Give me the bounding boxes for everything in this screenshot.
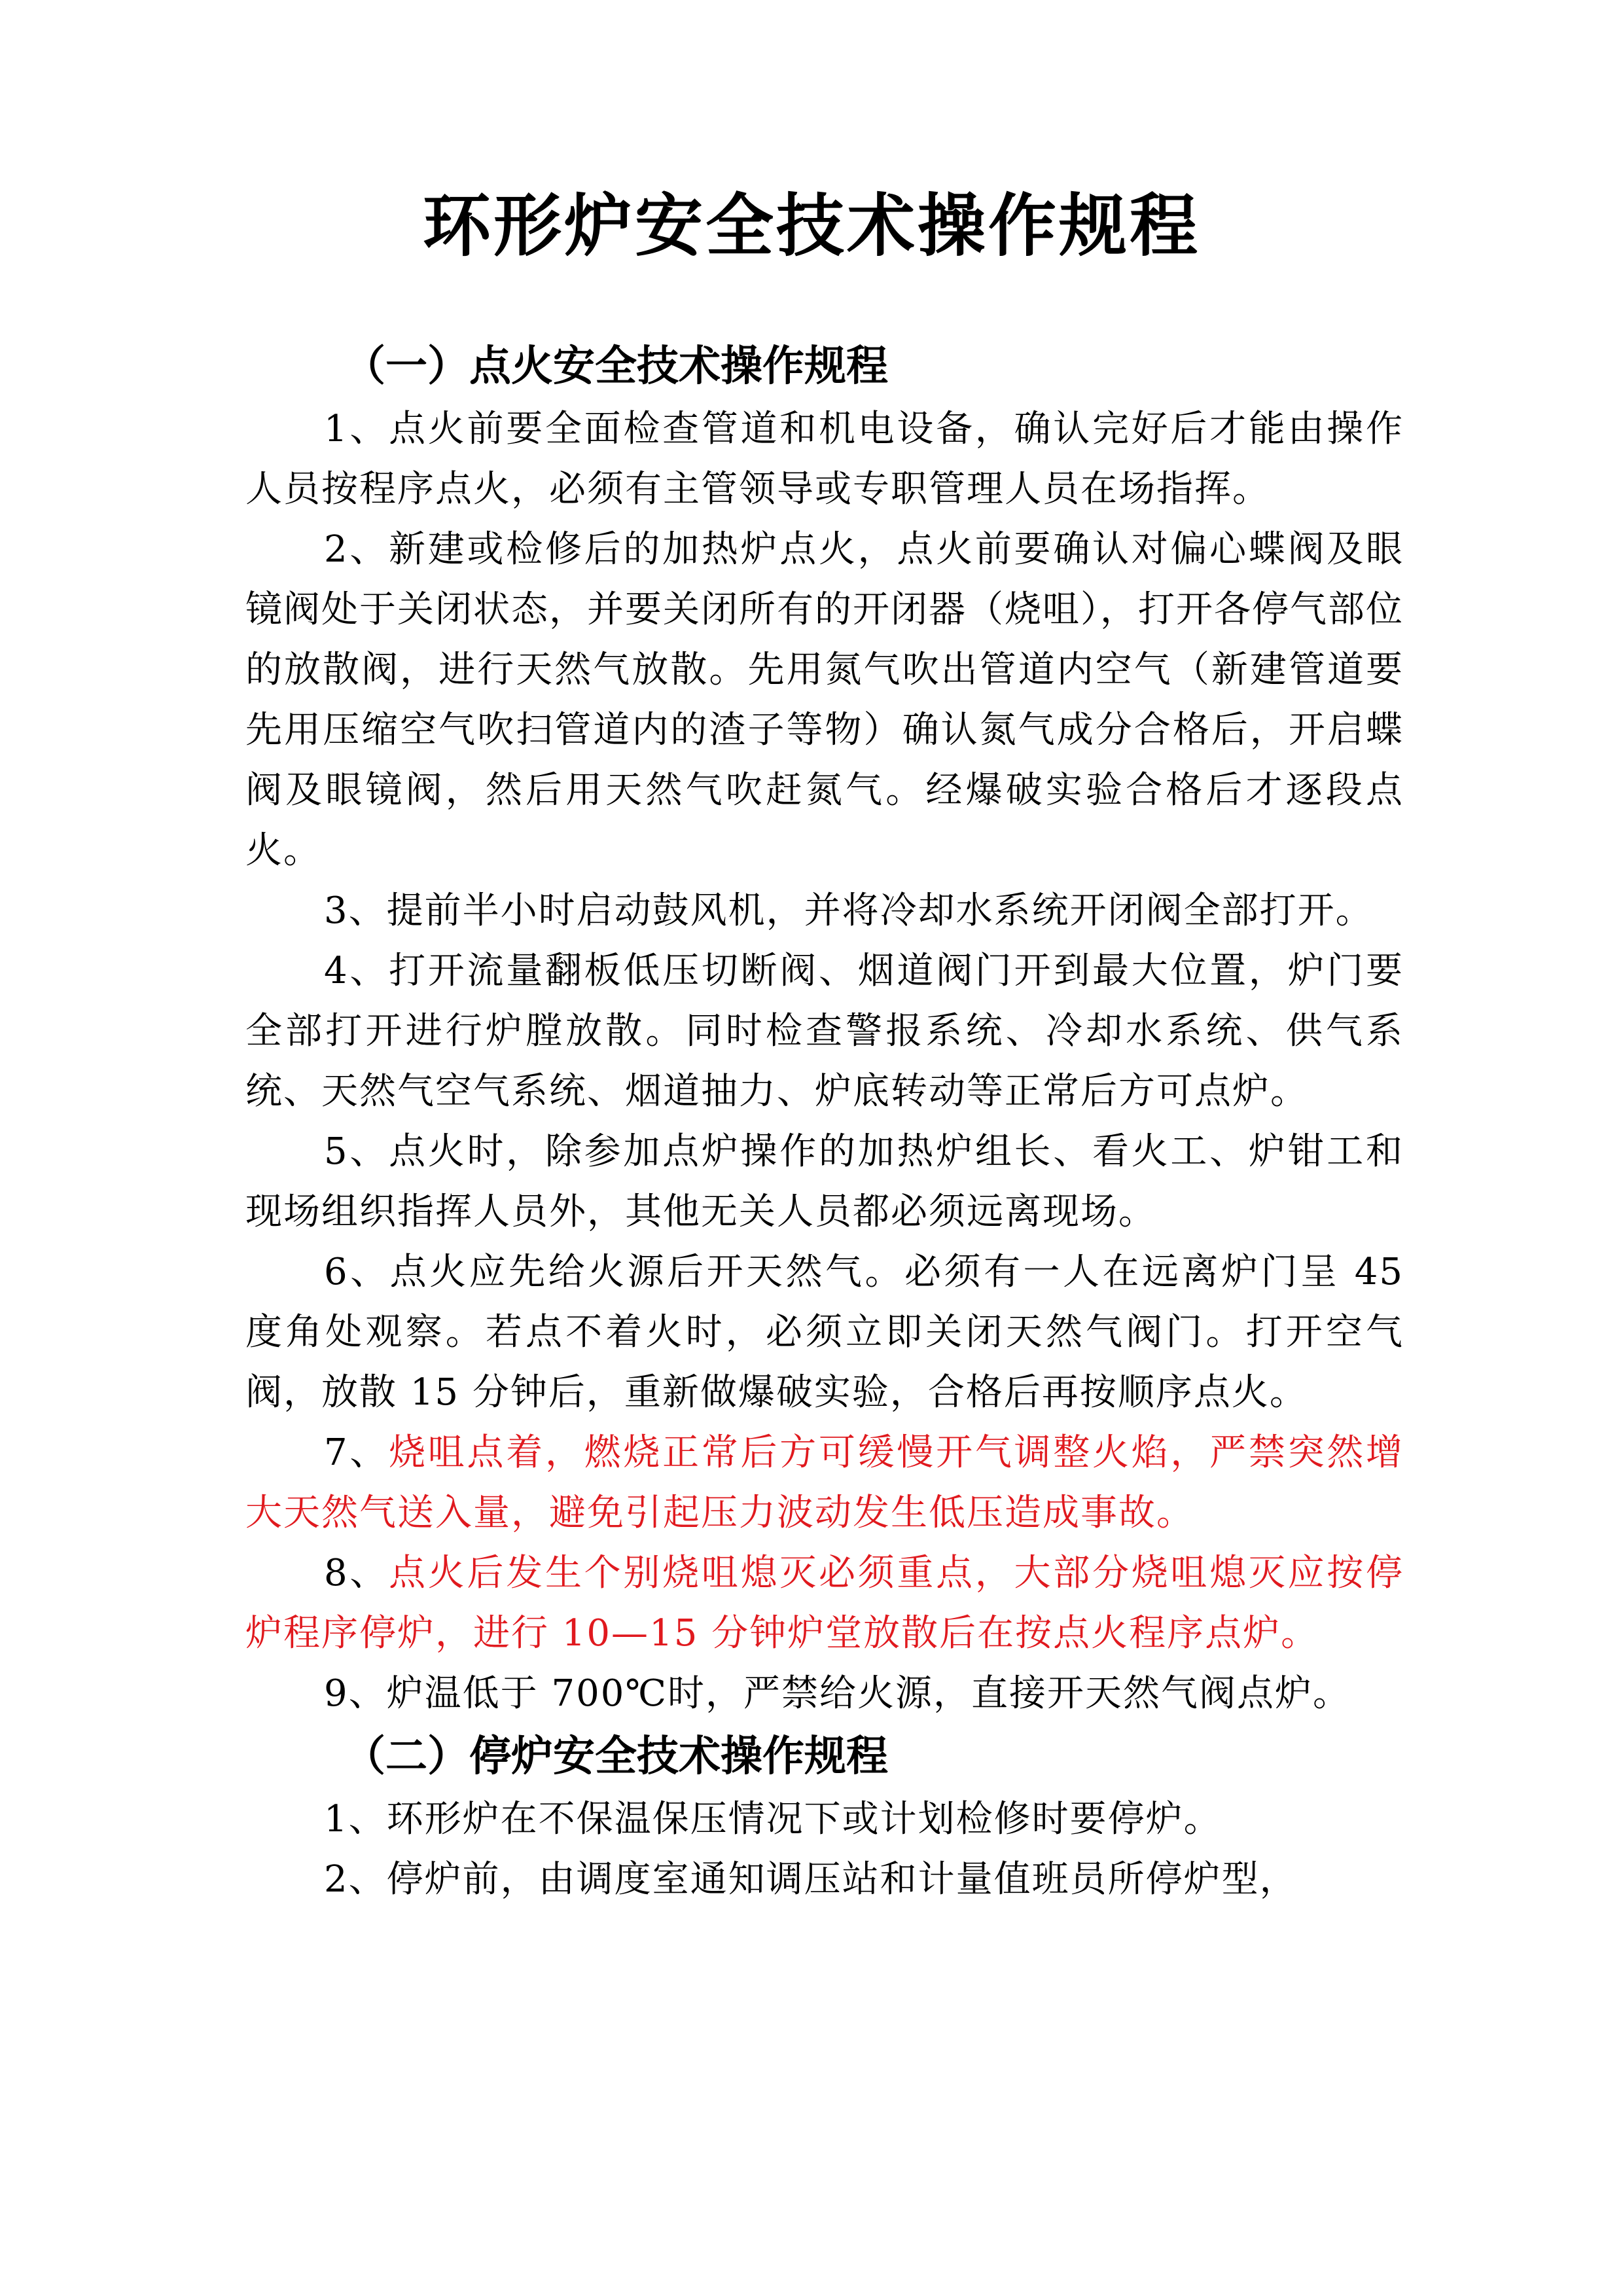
paragraph — [245, 1850, 1404, 1910]
paragraph-text: 停炉前，由调度室通知调压站和计量值班员所停炉型， — [386, 1858, 1298, 1901]
paragraph-text: 点火前要全面检查管道和机电设备，确认完好后才能由操作人员按程序点火，必须有主管领导或专职管理人员在场指挥。 — [245, 408, 1404, 511]
paragraph — [245, 1242, 1404, 1423]
paragraph-number: 2、 — [324, 528, 389, 571]
paragraph-text: 打开流量翻板低压切断阀、烟道阀门开到最大位置，炉门要全部打开进行炉膛放散。同时检查警报系统、冷却水系统、供气系统、天然气空气系统、烟道抽力、炉底转动等正常后方可点炉。 — [245, 950, 1404, 1113]
paragraph-number: 9、 — [324, 1672, 387, 1715]
paragraph — [245, 881, 1404, 941]
paragraph — [245, 1789, 1404, 1850]
paragraph-highlighted — [245, 1543, 1404, 1664]
paragraph — [245, 399, 1404, 520]
paragraph-text: 环形炉在不保温保压情况下或计划检修时要停炉。 — [386, 1798, 1222, 1840]
paragraph-number: 7、 — [324, 1431, 389, 1474]
paragraph-number: 8、 — [324, 1552, 389, 1594]
paragraph-text: 点火时，除参加点炉操作的加热炉组长、看火工、炉钳工和现场组织指挥人员外，其他无关人员都必须远离现场。 — [245, 1130, 1404, 1233]
paragraph-text-red: 烧咀点着，燃烧正常后方可缓慢开气调整火焰，严禁突然增大天然气送入量，避免引起压力波动发生低压造成事故。 — [245, 1431, 1404, 1534]
paragraph-text: 新建或检修后的加热炉点火，点火前要确认对偏心蝶阀及眼镜阀处于关闭状态，并要关闭所有的开闭器（烧咀），打开各停气部位的放散阀，进行天然气放散。先用氮气吹出管道内空气（新建管道要先用压缩空气吹扫管道内的渣子等物）确认氮气成分合格后，开启蝶阀及眼镜阀，然后用天然气吹赶氮气。经爆破实验合格后才逐段点火。 — [245, 528, 1404, 872]
section-heading-shutdown: （二）停炉安全技术操作规程 — [344, 1732, 888, 1781]
paragraph-number: 5、 — [324, 1130, 389, 1173]
paragraph — [245, 1122, 1404, 1242]
paragraph — [245, 1664, 1404, 1724]
paragraph-number: 3、 — [324, 889, 387, 932]
paragraph-text: 提前半小时启动鼓风机，并将冷却水系统开闭阀全部打开。 — [386, 889, 1374, 932]
paragraph-number: 4、 — [324, 950, 389, 992]
paragraph — [245, 520, 1404, 881]
paragraph-number: 1、 — [324, 1798, 387, 1840]
document-body — [245, 334, 1404, 1910]
paragraph-text-red: 点火后发生个别烧咀熄灭必须重点，大部分烧咀熄灭应按停炉程序停炉，进行 10—15 分钟炉堂放散后在按点火程序点炉。 — [245, 1552, 1404, 1655]
paragraph-highlighted — [245, 1423, 1404, 1543]
document-title: 环形炉安全技术操作规程 — [422, 185, 1200, 266]
paragraph-number: 6、 — [324, 1251, 390, 1293]
section-heading-ignition: （一）点火安全技术操作规程 — [344, 342, 888, 391]
paragraph-number: 2、 — [324, 1858, 387, 1901]
paragraph-text: 点火应先给火源后开天然气。必须有一人在远离炉门呈 45 度角处观察。若点不着火时，必须立即关闭天然气阀门。打开空气阀，放散 15 分钟后，重新做爆破实验，合格后再按顺序点火。 — [245, 1251, 1404, 1414]
paragraph-number: 1、 — [324, 408, 389, 450]
paragraph — [245, 941, 1404, 1122]
paragraph-text: 炉温低于 700℃时，严禁给火源，直接开天然气阀点炉。 — [386, 1672, 1351, 1715]
